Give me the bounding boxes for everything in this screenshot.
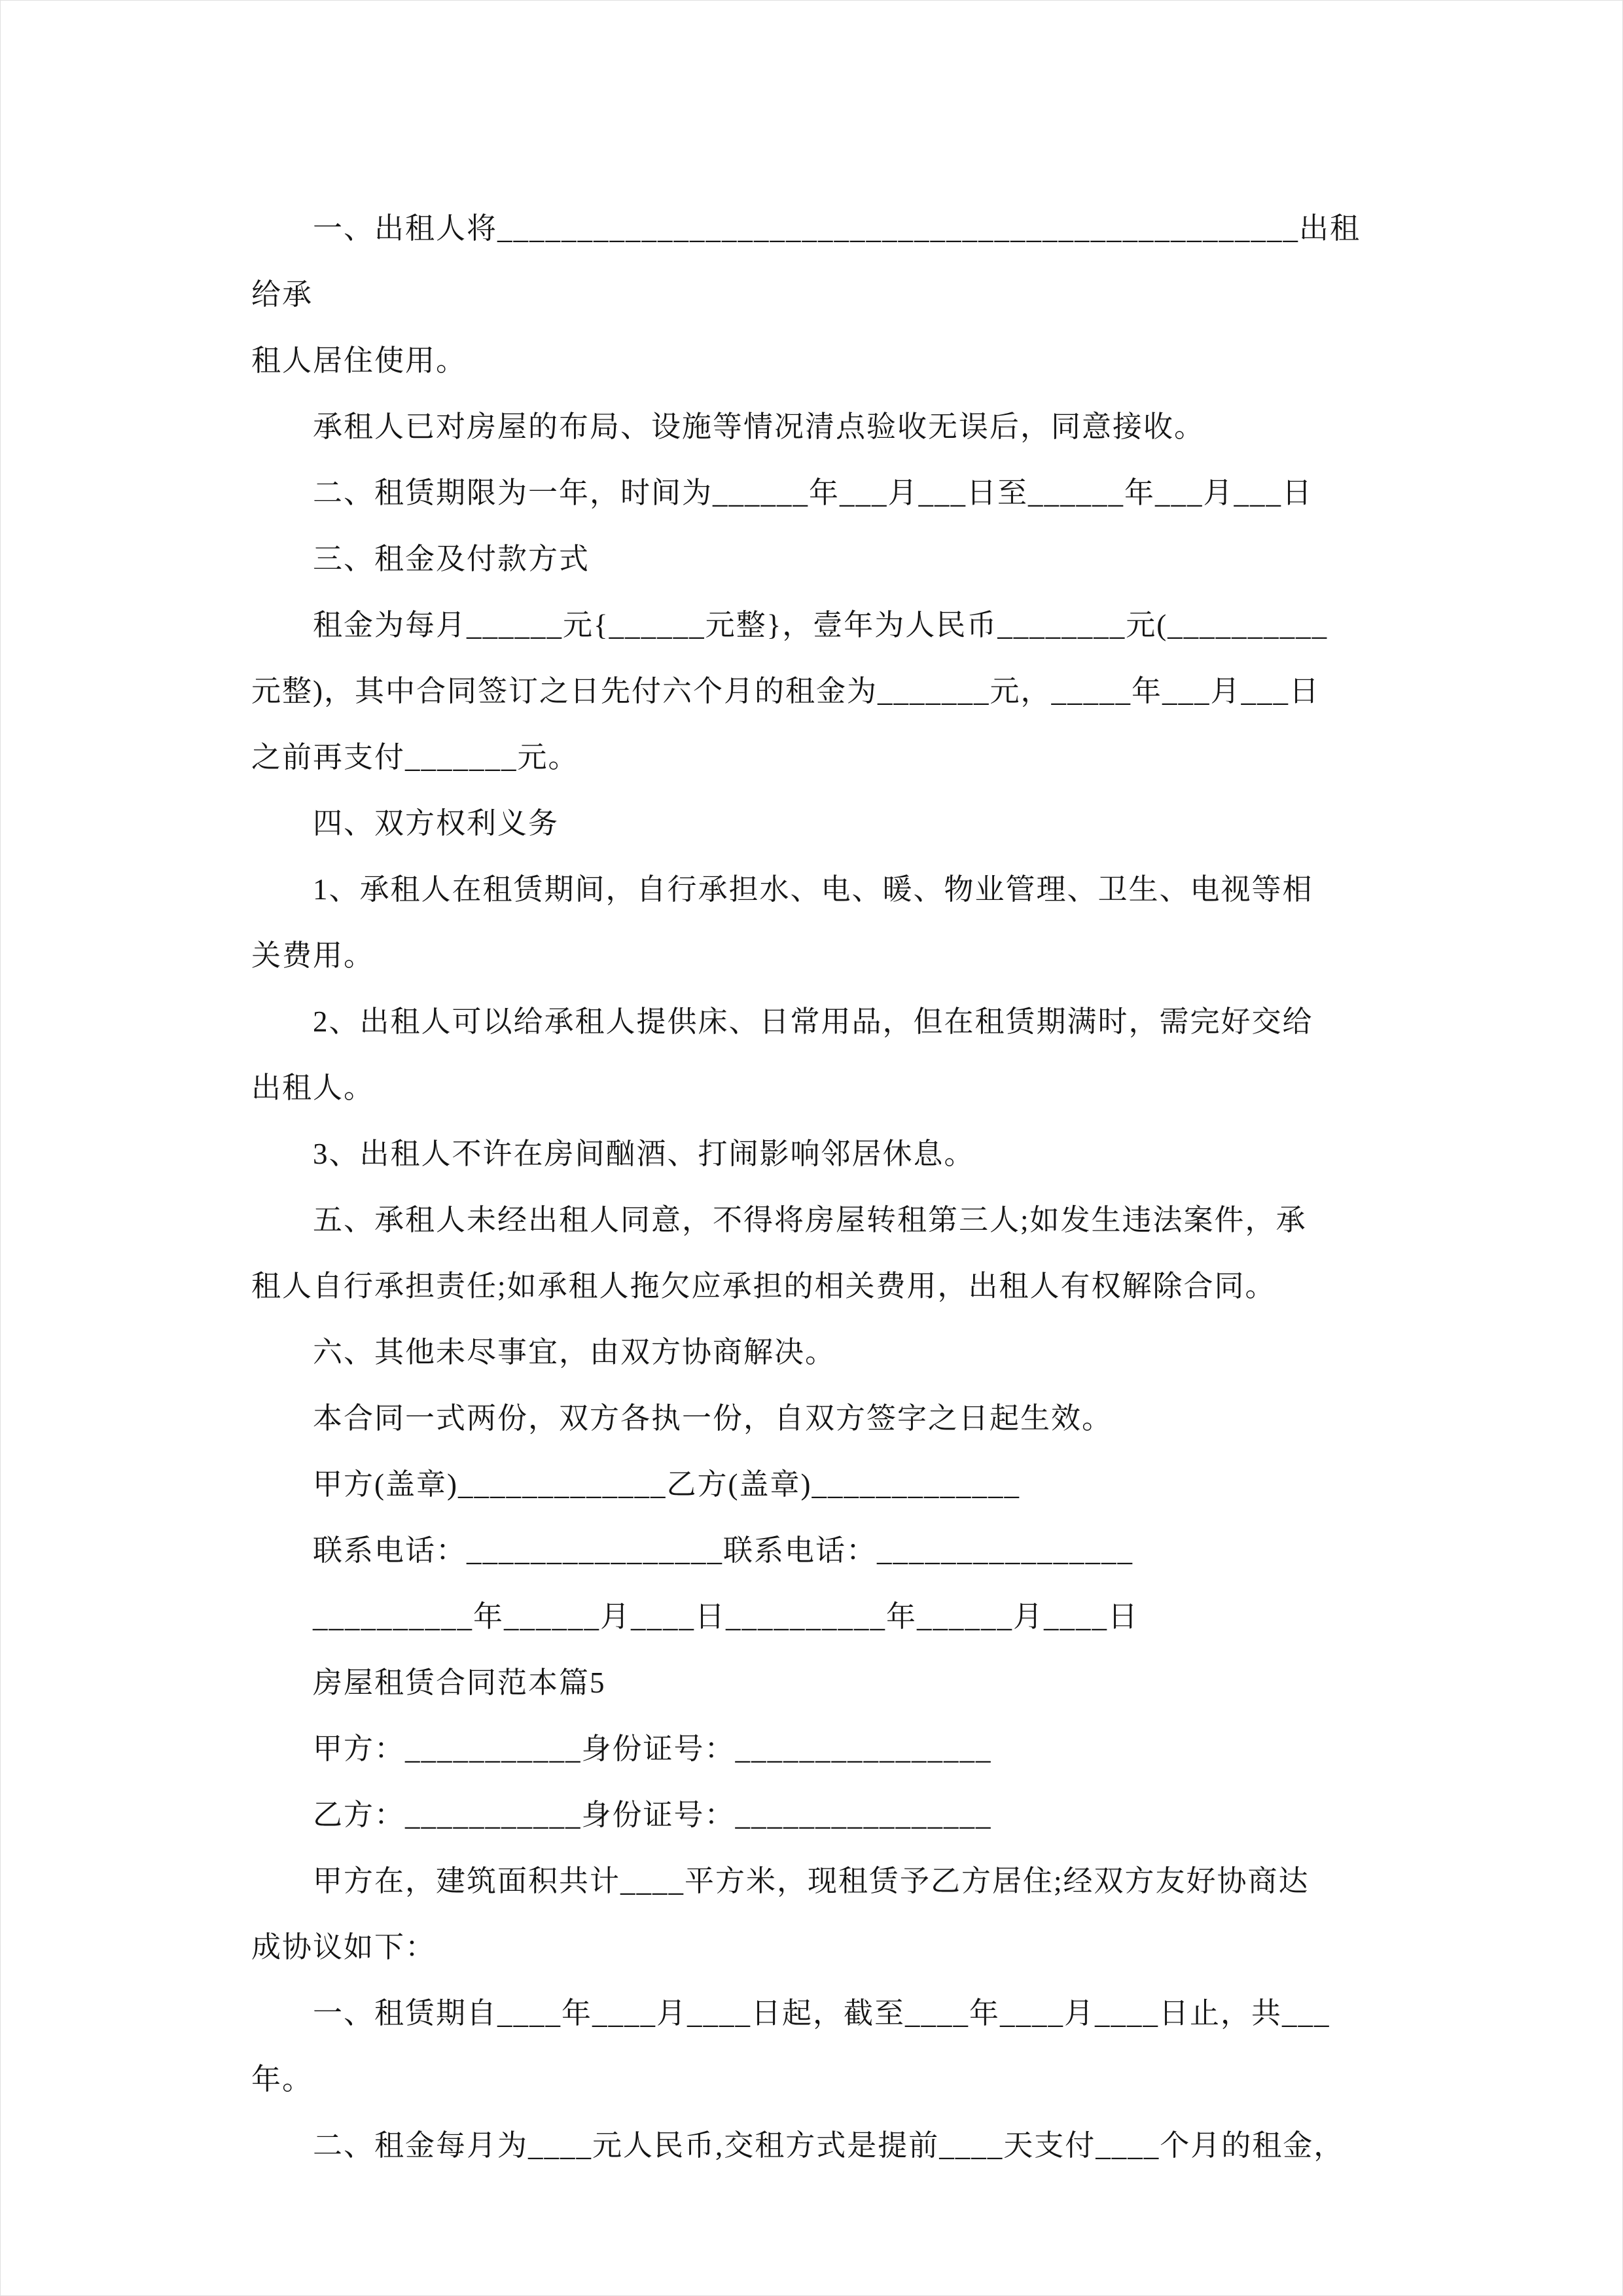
document-line: 租人居住使用。 — [251, 344, 467, 377]
document-line: 年。 — [251, 2063, 313, 2096]
document-line: 关费用。 — [251, 939, 375, 972]
document-line: 租人自行承担责任;如承租人拖欠应承担的相关费用，出租人有权解除合同。 — [251, 1270, 1276, 1302]
document-line: 甲方：___________身份证号：________________ — [251, 1732, 992, 1765]
document-line: 出租人。 — [251, 1071, 375, 1104]
document-line: 甲方(盖章)_____________乙方(盖章)_____________ — [251, 1468, 1020, 1501]
document-line: 1、承租人在租赁期间，自行承担水、电、暖、物业管理、卫生、电视等相 — [251, 873, 1313, 906]
document-line: 四、双方权利义务 — [251, 807, 560, 840]
document-line: 联系电话：________________联系电话：________________ — [251, 1534, 1134, 1567]
document-line: 租金为每月______元{______元整}，壹年为人民币________元(__________ — [251, 609, 1329, 641]
document-line: 二、租金每月为____元人民币,交租方式是提前____天支付____个月的租金， — [251, 2129, 1345, 2162]
document-line: 成协议如下： — [251, 1931, 437, 1964]
document-line: 甲方在，建筑面积共计____平方米，现租赁予乙方居住;经双方友好协商达 — [251, 1865, 1310, 1897]
document-line: 3、出租人不许在房间酗酒、打闹影响邻居休息。 — [251, 1138, 975, 1170]
document-line: 2、出租人可以给承租人提供床、日常用品，但在租赁期满时，需完好交给 — [251, 1005, 1313, 1038]
document-line: 之前再支付_______元。 — [251, 741, 579, 774]
document-line: 乙方：___________身份证号：________________ — [251, 1799, 992, 1831]
document-line: __________年______月____日__________年______月____日 — [251, 1600, 1139, 1633]
document-line: 三、租金及付款方式 — [251, 543, 590, 575]
document-line: 一、租赁期自____年____月____日起，截至____年____月____日止，共___ — [251, 1997, 1330, 2030]
document-line: 五、承租人未经出租人同意，不得将房屋转租第三人;如发生违法案件，承 — [251, 1204, 1307, 1236]
document-line: 房屋租赁合同范本篇5 — [251, 1666, 606, 1699]
document-line: 二、租赁期限为一年，时间为______年___月___日至______年___月___日 — [251, 476, 1313, 509]
document-line: 六、其他未尽事宜，由双方协商解决。 — [251, 1336, 836, 1369]
document-line: 承租人已对房屋的布局、设施等情况清点验收无误后，同意接收。 — [251, 410, 1205, 443]
document-line: 元整)，其中合同签订之日先付六个月的租金为_______元，_____年___月___日 — [251, 675, 1320, 708]
document-line: 一、出租人将__________________________________________________出租给承 — [251, 212, 1361, 311]
document-line: 本合同一式两份，双方各执一份，自双方签字之日起生效。 — [251, 1402, 1113, 1435]
